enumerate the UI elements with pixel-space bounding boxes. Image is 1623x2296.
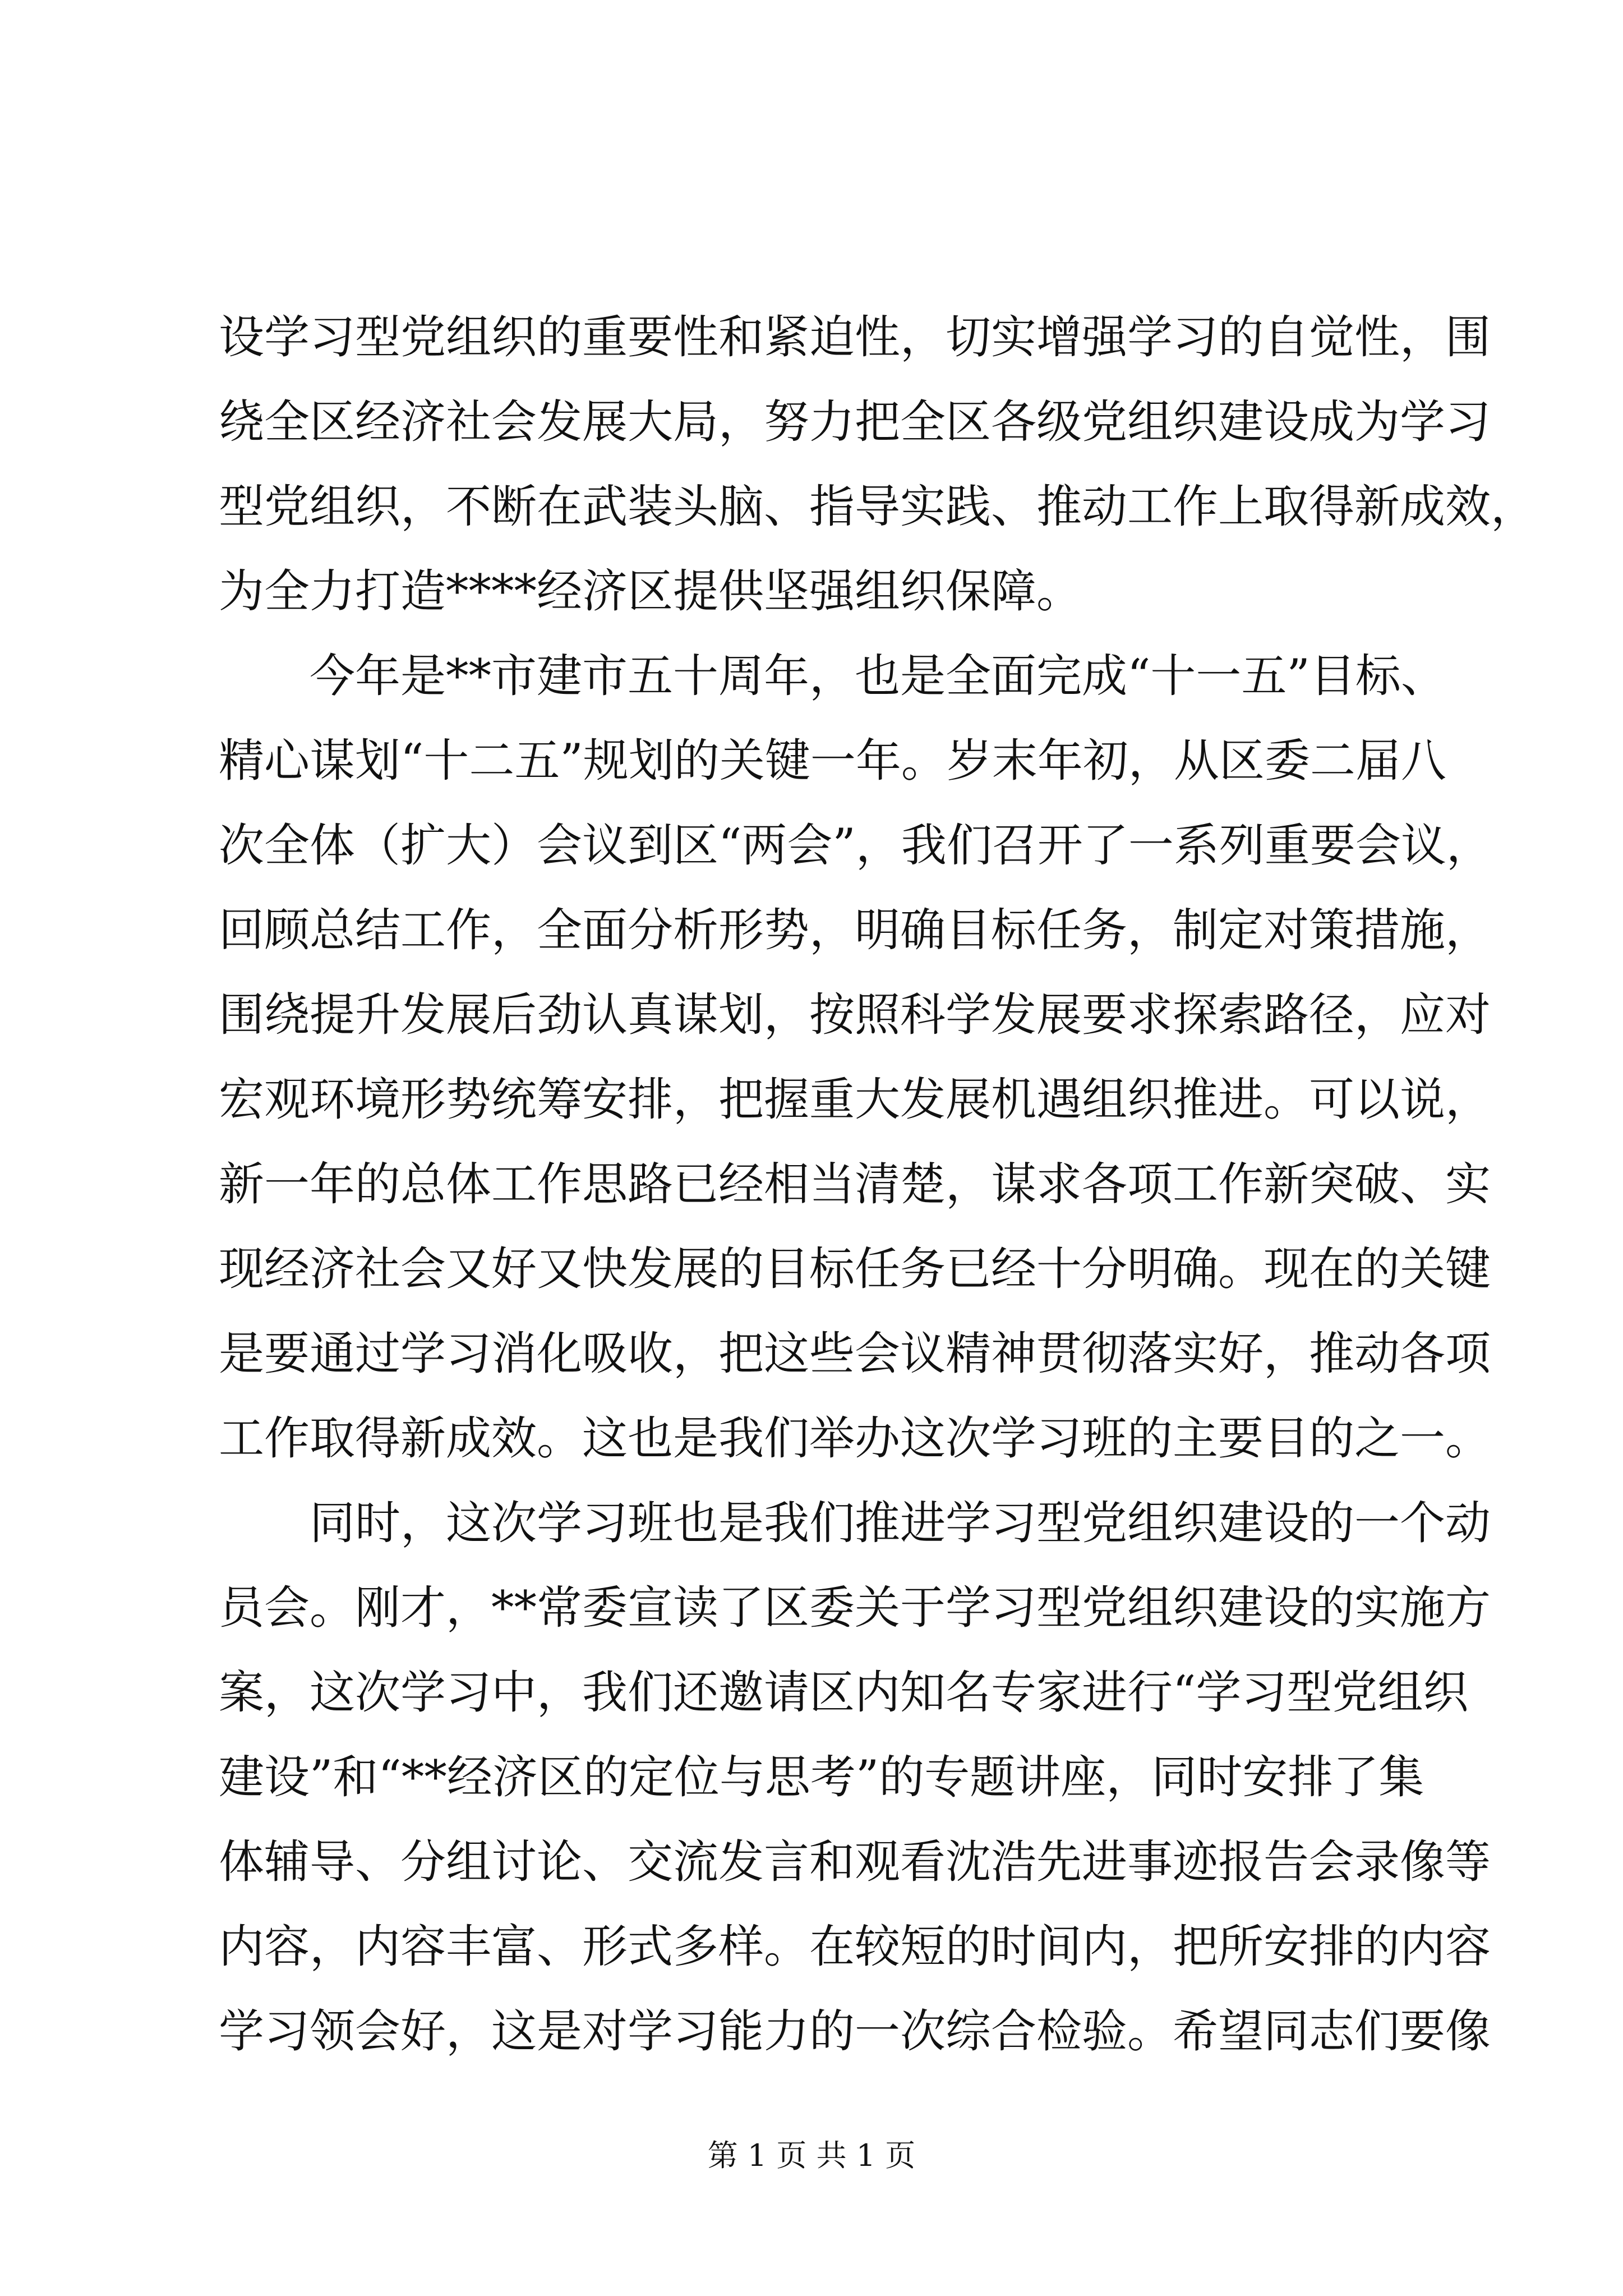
text-line: 内容，内容丰富、形式多样。在较短的时间内，把所安排的内容 bbox=[219, 1921, 1491, 1973]
text-line: 案，这次学习中，我们还邀请区内知名专家进行“学习型党组织 bbox=[219, 1667, 1469, 1719]
text-line: 精心谋划“十二五”规划的关键一年。岁末年初，从区委二届八 bbox=[219, 735, 1446, 788]
text-line: 现经济社会又好又快发展的目标任务已经十分明确。现在的关键 bbox=[219, 1243, 1491, 1296]
text-line: 绕全区经济社会发展大局，努力把全区各级党组织建设成为学习 bbox=[219, 396, 1491, 449]
text-line: 体辅导、分组讨论、交流发言和观看沈浩先进事迹报告会录像等 bbox=[219, 1836, 1491, 1889]
text-line: 学习领会好，这是对学习能力的一次综合检验。希望同志们要像 bbox=[219, 2005, 1491, 2058]
text-line: 型党组织，不断在武装头脑、指导实践、推动工作上取得新成效， bbox=[219, 481, 1537, 533]
text-line: 宏观环境形势统筹安排，把握重大发展机遇组织推进。可以说， bbox=[219, 1074, 1491, 1126]
text-line: 围绕提升发展后劲认真谋划，按照科学发展要求探索路径，应对 bbox=[219, 989, 1491, 1042]
paragraph-first-line: 今年是**市建市五十周年，也是全面完成“十一五”目标、 bbox=[310, 650, 1446, 703]
page-number-footer: 第 1 页 共 1 页 bbox=[707, 2138, 916, 2173]
text-line: 次全体（扩大）会议到区“两会”，我们召开了一系列重要会议， bbox=[219, 820, 1492, 872]
text-line: 回顾总结工作，全面分析形势，明确目标任务，制定对策措施， bbox=[219, 904, 1491, 957]
text-line: 设学习型党组织的重要性和紧迫性，切实增强学习的自觉性，围 bbox=[219, 311, 1491, 364]
text-line: 员会。刚才，**常委宣读了区委关于学习型党组织建设的实施方 bbox=[219, 1582, 1491, 1635]
paragraph-first-line: 同时，这次学习班也是我们推进学习型党组织建设的一个动 bbox=[310, 1497, 1491, 1550]
text-line: 为全力打造****经济区提供坚强组织保障。 bbox=[219, 565, 1082, 618]
text-line: 新一年的总体工作思路已经相当清楚，谋求各项工作新突破、实 bbox=[219, 1158, 1491, 1211]
text-line: 建设”和“**经济区的定位与思考”的专题讲座，同时安排了集 bbox=[219, 1751, 1424, 1804]
text-line: 工作取得新成效。这也是我们举办这次学习班的主要目的之一。 bbox=[219, 1412, 1491, 1465]
text-line: 是要通过学习消化吸收，把这些会议精神贯彻落实好，推动各项 bbox=[219, 1328, 1491, 1381]
